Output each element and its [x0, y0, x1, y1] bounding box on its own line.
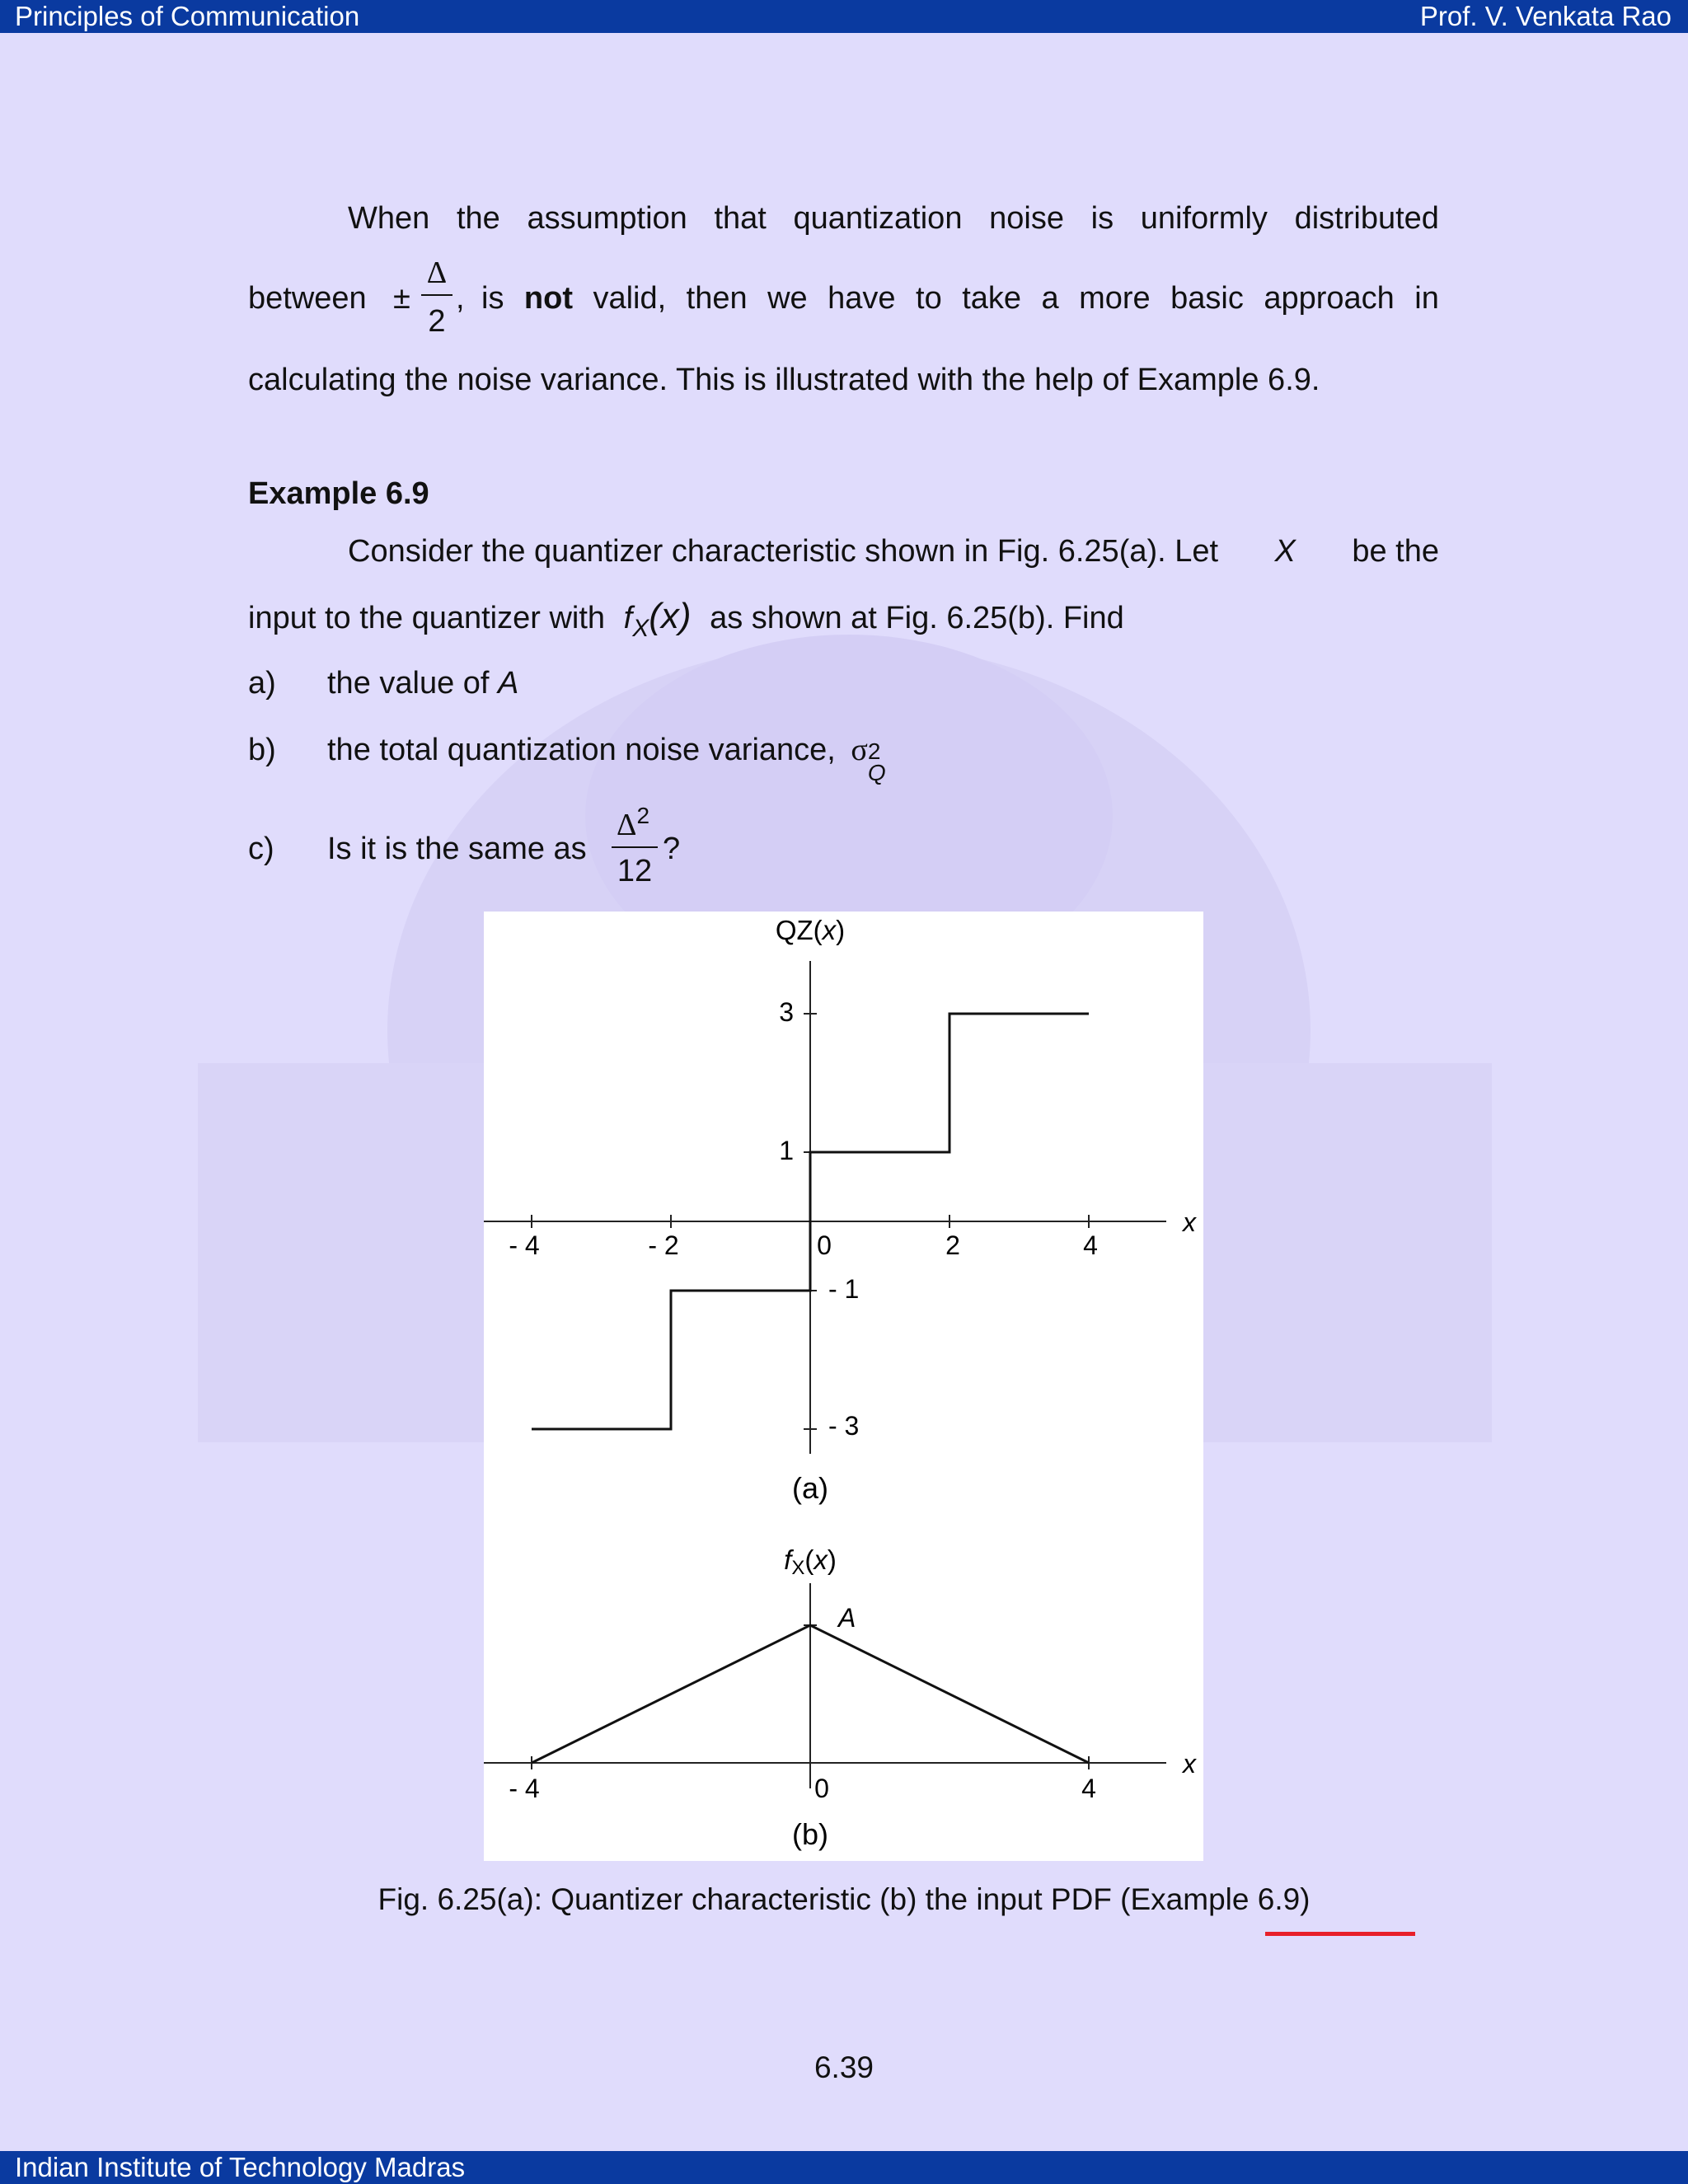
- y-tick-label: 3: [779, 997, 794, 1027]
- red-underline-mark: [1265, 1932, 1415, 1936]
- intro-line-3: calculating the noise variance. This is illustrated with the help of Example 6.9.: [248, 363, 1320, 397]
- variable-X: X: [1274, 534, 1296, 569]
- x-tick-label: 4: [1081, 1774, 1096, 1803]
- ylabel-text: ): [827, 1544, 837, 1575]
- ylabel-text: QZ(: [775, 915, 823, 945]
- word: we: [767, 281, 808, 316]
- word-bold: not: [523, 281, 573, 316]
- word: approach: [1264, 281, 1395, 316]
- word: have: [828, 281, 896, 316]
- x-tick-label: - 4: [509, 1774, 540, 1803]
- word: more: [1079, 281, 1151, 316]
- example-text: as shown at Fig. 6.25(b). Find: [710, 601, 1124, 635]
- intro-between: between: [248, 281, 367, 316]
- variable-A: A: [498, 666, 519, 701]
- item-a-text: [327, 668, 518, 699]
- word: to: [916, 281, 942, 316]
- word: When: [348, 201, 430, 236]
- item-text: the value of: [327, 666, 490, 701]
- x-tick-label: 4: [1083, 1230, 1098, 1260]
- figure-caption: Fig. 6.25(a): Quantizer characteristic (b) the input PDF (Example 6.9): [377, 1882, 1311, 1916]
- x-tick-label: - 4: [509, 1230, 540, 1260]
- frac-numerator: [617, 803, 650, 842]
- delta-over-two: [421, 257, 452, 340]
- figure-svg: [484, 912, 1203, 1861]
- word: valid,: [593, 281, 667, 316]
- example-line-1: [348, 536, 1439, 567]
- intro-line-2: [481, 283, 1439, 314]
- plus-minus-symbol: ±: [393, 281, 410, 316]
- example-line-2: [248, 596, 1124, 642]
- delta-symbol: Δ: [617, 808, 637, 842]
- word: assumption: [527, 201, 687, 236]
- delta-sq-over-twelve: [612, 803, 658, 888]
- example-title: Example 6.9: [248, 476, 429, 511]
- ylabel-f: f: [784, 1544, 792, 1575]
- y-tick-label: - 3: [828, 1411, 860, 1441]
- x-tick-label: 2: [945, 1230, 960, 1260]
- caption-b: (b): [792, 1817, 828, 1851]
- example-text: be the: [1352, 534, 1439, 569]
- peak-label: A: [838, 1603, 856, 1633]
- caption-a: (a): [792, 1471, 828, 1505]
- ylabel-text: ): [836, 915, 846, 945]
- item-c-label: c): [248, 832, 274, 866]
- subscript: Q: [867, 760, 886, 785]
- header-title: Principles of Communication: [15, 1, 360, 31]
- word: quantization: [793, 201, 963, 236]
- word: is: [481, 281, 504, 316]
- word: then: [686, 281, 748, 316]
- ylabel-x: x: [814, 1544, 828, 1575]
- y-tick-label: 1: [779, 1136, 794, 1165]
- item-b-text: [327, 733, 889, 785]
- footer-bar: [0, 2151, 1688, 2184]
- x-tick-label: - 2: [648, 1230, 679, 1260]
- example-text: input to the quantizer with: [248, 601, 606, 635]
- item-text: the total quantization noise variance,: [327, 733, 836, 767]
- frac-denominator: 2: [428, 304, 446, 339]
- page-number: 6.39: [814, 2050, 874, 2084]
- sigma-symbol: σ: [851, 733, 868, 767]
- axis-b-ylabel: [784, 1544, 837, 1579]
- pdf-subscript: X: [632, 615, 649, 642]
- frac-line: [612, 846, 658, 848]
- word: in: [1414, 281, 1439, 316]
- ylabel-x: x: [822, 915, 837, 945]
- frac-numerator: Δ: [426, 255, 448, 290]
- pdf-symbol: f: [623, 601, 633, 635]
- figure-panel: [484, 912, 1203, 1861]
- word: noise: [989, 201, 1064, 236]
- intro-line-1: [348, 203, 1439, 234]
- axis-a-ylabel: [776, 915, 845, 945]
- question-mark: ?: [663, 832, 681, 866]
- y-tick-label: - 1: [828, 1274, 860, 1304]
- item-b-label: b): [248, 733, 276, 767]
- axis-a-xlabel: x: [1183, 1207, 1196, 1237]
- word: take: [962, 281, 1022, 316]
- frac-denominator: 12: [617, 854, 653, 888]
- header-bar: [0, 0, 1688, 33]
- word: distributed: [1294, 201, 1439, 236]
- example-text: Consider the quantizer characteristic shown in Fig. 6.25(a). Let: [348, 534, 1219, 569]
- superscript: 2: [867, 738, 881, 764]
- footer-institute: Indian Institute of Technology Madras: [15, 2152, 466, 2182]
- frac-line: [421, 294, 452, 296]
- axis-b-xlabel: x: [1183, 1749, 1196, 1779]
- ylabel-text: (: [804, 1544, 814, 1575]
- superscript: 2: [636, 803, 650, 828]
- word: basic: [1170, 281, 1244, 316]
- word: the: [456, 201, 500, 236]
- word: that: [714, 201, 767, 236]
- item-a-label: a): [248, 666, 276, 701]
- header-author: Prof. V. Venkata Rao: [1419, 1, 1672, 31]
- word: a: [1041, 281, 1059, 316]
- pdf-argument: (x): [649, 596, 692, 636]
- x-tick-label: 0: [817, 1230, 832, 1260]
- item-c-text: Is it is the same as: [327, 832, 587, 866]
- ylabel-sub: X: [791, 1557, 805, 1579]
- word: uniformly: [1140, 201, 1268, 236]
- word: is: [1090, 201, 1114, 236]
- x-tick-label: 0: [814, 1774, 829, 1803]
- intro-comma: ,: [456, 281, 465, 316]
